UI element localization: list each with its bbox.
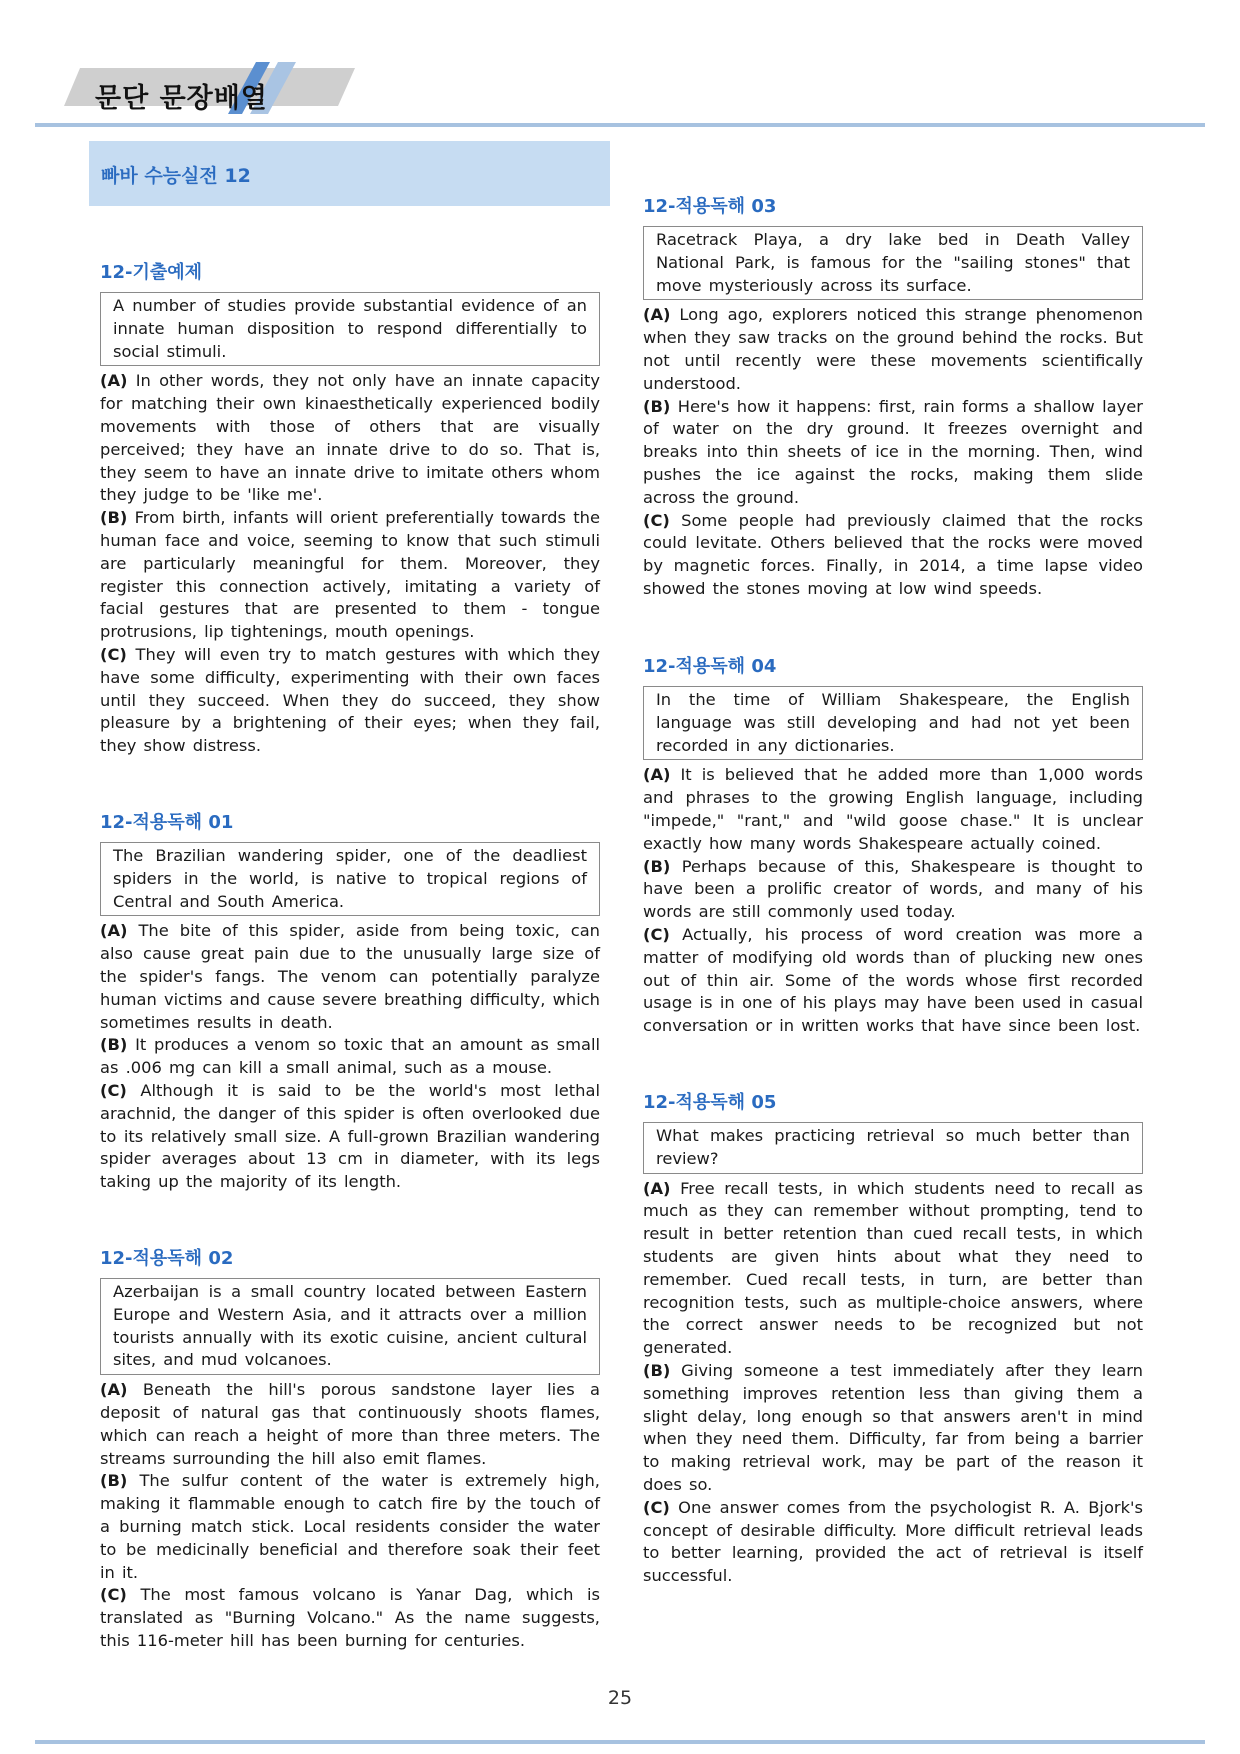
- passage-block: [100, 1244, 600, 1653]
- paragraph-text: In other words, they not only have an innate capacity for matching their own kinaesthetically experienced bodily movements with those of others that are visually perceived; they have an innate drive to do so. That is, they seem to have an innate drive to imitate others whom they judge to be 'like me'.: [100, 371, 600, 505]
- paragraph-c: [643, 924, 1143, 1038]
- paragraph-label: (C): [100, 1585, 127, 1605]
- paragraph-label: (B): [100, 1471, 128, 1491]
- paragraph-text: Long ago, explorers noticed this strange phenomenon when they saw tracks on the ground behind the rocks. But not until recently were these movements scientifically understood.: [643, 305, 1143, 393]
- paragraph-text: It produces a venom so toxic that an amount as small as .006 mg can kill a small animal, such as a mouse.: [100, 1035, 600, 1078]
- passage-intro-box: A number of studies provide substantial evidence of an innate human disposition to respond differentially to social stimuli.: [100, 292, 600, 366]
- passage-title: 12-적용독해 04: [643, 656, 777, 677]
- paragraph-b: [100, 1470, 600, 1584]
- passage-block: [100, 258, 600, 758]
- paragraph-label: (C): [643, 924, 670, 944]
- passage-intro-box: What makes practicing retrieval so much better than review?: [643, 1122, 1143, 1174]
- paragraph-label: (A): [100, 921, 128, 941]
- passage-block: [643, 1088, 1143, 1588]
- paragraph-label: (B): [643, 1360, 671, 1380]
- paragraph-label: (A): [100, 1380, 128, 1400]
- paragraph-label: (C): [643, 510, 670, 530]
- paragraph-a: [100, 370, 600, 507]
- passage-block: [643, 192, 1143, 601]
- passage-title: 12-적용독해 02: [100, 1248, 234, 1269]
- paragraph-b: [643, 1360, 1143, 1497]
- passage-block: [643, 652, 1143, 1038]
- passage-title: 12-적용독해 05: [643, 1092, 777, 1113]
- passage-title: 12-적용독해 03: [643, 196, 777, 217]
- paragraph-text: Although it is said to be the world's most lethal arachnid, the danger of this spider is often overlooked due to its relatively small size. A full-grown Brazilian wandering spider averages about 13 cm in diameter, with its legs taking up the majority of its length.: [100, 1080, 600, 1192]
- paragraph-text: Some people had previously claimed that the rocks could levitate. Others believed that the rocks were moved by magnetic forces. Finally, in 2014, a time lapse video showed the stones moving at low wind speeds.: [643, 510, 1143, 598]
- paragraph-text: From birth, infants will orient preferentially towards the human face and voice, seeming to know that such stimuli are particularly meaningful for them. Moreover, they register this connection actively, imitating a variety of facial gestures that are presented to them - tongue protrusions, lip tightenings, mouth openings.: [100, 508, 600, 642]
- paragraph-label: (C): [100, 1080, 127, 1100]
- page-header: [0, 0, 1240, 130]
- passage-intro-box: Azerbaijan is a small country located between Eastern Europe and Western Asia, and it attracts over a million tourists annually with its exotic cuisine, ancient cultural sites, and mud volcanoes.: [100, 1278, 600, 1375]
- paragraph-label: (A): [643, 765, 671, 785]
- passage-intro-box: The Brazilian wandering spider, one of the deadliest spiders in the world, is native to tropical regions of Central and South America.: [100, 842, 600, 916]
- paragraph-b: [100, 507, 600, 644]
- paragraph-label: (B): [643, 396, 671, 416]
- paragraph-b: [100, 1034, 600, 1080]
- footer-divider: [35, 1740, 1205, 1744]
- paragraph-label: (C): [100, 644, 127, 664]
- paragraph-text: Here's how it happens: first, rain forms a shallow layer of water on the dry ground. It freezes overnight and breaks into thin sheets of ice in the morning. Then, wind pushes the ice against the rocks, making them slide across the ground.: [643, 396, 1143, 507]
- section-label-box: [89, 141, 610, 206]
- page-title: 문단 문장배열: [95, 83, 268, 114]
- paragraph-a: [643, 1178, 1143, 1360]
- paragraph-c: [643, 1497, 1143, 1588]
- paragraph-b: [643, 856, 1143, 924]
- passage-title: 12-기출예제: [100, 262, 203, 283]
- paragraph-label: (B): [643, 856, 671, 876]
- paragraph-text: Giving someone a test immediately after they learn something improves retention less than giving them a slight delay, long enough so that answers aren't in mind when they need them. Difficulty, far from being a barrier to making retrieval work, may be part of the reason it does so.: [643, 1360, 1143, 1494]
- passage-title: 12-적용독해 01: [100, 812, 234, 833]
- paragraph-b: [643, 396, 1143, 510]
- paragraph-text: They will even try to match gestures with which they have some difficulty, experimenting with their own faces until they succeed. When they do succeed, they show pleasure by a brightening of their eyes; when they fail, they show distress.: [100, 644, 600, 756]
- paragraph-a: [643, 764, 1143, 855]
- paragraph-text: Beneath the hill's porous sandstone layer lies a deposit of natural gas that continuously shoots flames, which can reach a height of more than three meters. The streams surrounding the hill also emit flames.: [100, 1380, 600, 1468]
- passage-block: [100, 808, 600, 1194]
- paragraph-text: Actually, his process of word creation was more a matter of modifying old words than of plucking new ones out of thin air. Some of the words whose first recorded usage is in one of his plays may have been used in casual conversation or in written works that have since been lost.: [643, 924, 1143, 1036]
- paragraph-label: (A): [643, 305, 671, 325]
- paragraph-c: [643, 510, 1143, 601]
- paragraph-text: It is believed that he added more than 1,000 words and phrases to the growing English language, including "impede," "rant," and "wild goose chase." It is unclear exactly how many words Shakespeare actually coined.: [643, 765, 1143, 853]
- paragraph-label: (C): [643, 1497, 670, 1517]
- paragraph-text: The bite of this spider, aside from being toxic, can also cause great pain due to the unusually large size of the spider's fangs. The venom can potentially paralyze human victims and cause severe breathing difficulty, which sometimes results in death.: [100, 921, 600, 1032]
- paragraph-a: [100, 1379, 600, 1470]
- paragraph-c: [100, 1584, 600, 1652]
- paragraph-text: Perhaps because of this, Shakespeare is thought to have been a prolific creator of words, and many of his words are still commonly used today.: [643, 856, 1143, 922]
- paragraph-c: [100, 1080, 600, 1194]
- paragraph-a: [100, 920, 600, 1034]
- paragraph-label: (A): [643, 1178, 671, 1198]
- passage-intro-box: In the time of William Shakespeare, the English language was still developing and had not yet been recorded in any dictionaries.: [643, 686, 1143, 760]
- paragraph-text: Free recall tests, in which students need to recall as much as they can remember without prompting, tend to result in better retention than cued recall tests, in which students are given hints about what they need to remember. Cued recall tests, in turn, are better than recognition tests, such as multiple-choice answers, where the correct answer needs to be recognized but not generated.: [643, 1178, 1143, 1358]
- paragraph-label: (A): [100, 371, 128, 391]
- paragraph-a: [643, 304, 1143, 395]
- passage-intro-box: Racetrack Playa, a dry lake bed in Death Valley National Park, is famous for the "sailing stones" that move mysteriously across its surface.: [643, 226, 1143, 300]
- paragraph-text: The sulfur content of the water is extremely high, making it flammable enough to catch fire by the touch of a burning match stick. Local residents consider the water to be medicinally beneficial and therefore soak their feet in it.: [100, 1471, 600, 1582]
- paragraph-label: (B): [100, 508, 128, 528]
- paragraph-text: One answer comes from the psychologist R. A. Bjork's concept of desirable difficulty. More difficult retrieval leads to better learning, provided the act of retrieval is itself successful.: [643, 1497, 1143, 1586]
- section-label: 빠바 수능실전 12: [101, 165, 251, 187]
- paragraph-text: The most famous volcano is Yanar Dag, which is translated as "Burning Volcano." As the name suggests, this 116-meter hill has been burning for centuries.: [100, 1585, 600, 1650]
- paragraph-c: [100, 644, 600, 758]
- paragraph-label: (B): [100, 1035, 128, 1055]
- page-number: 25: [607, 1687, 633, 1709]
